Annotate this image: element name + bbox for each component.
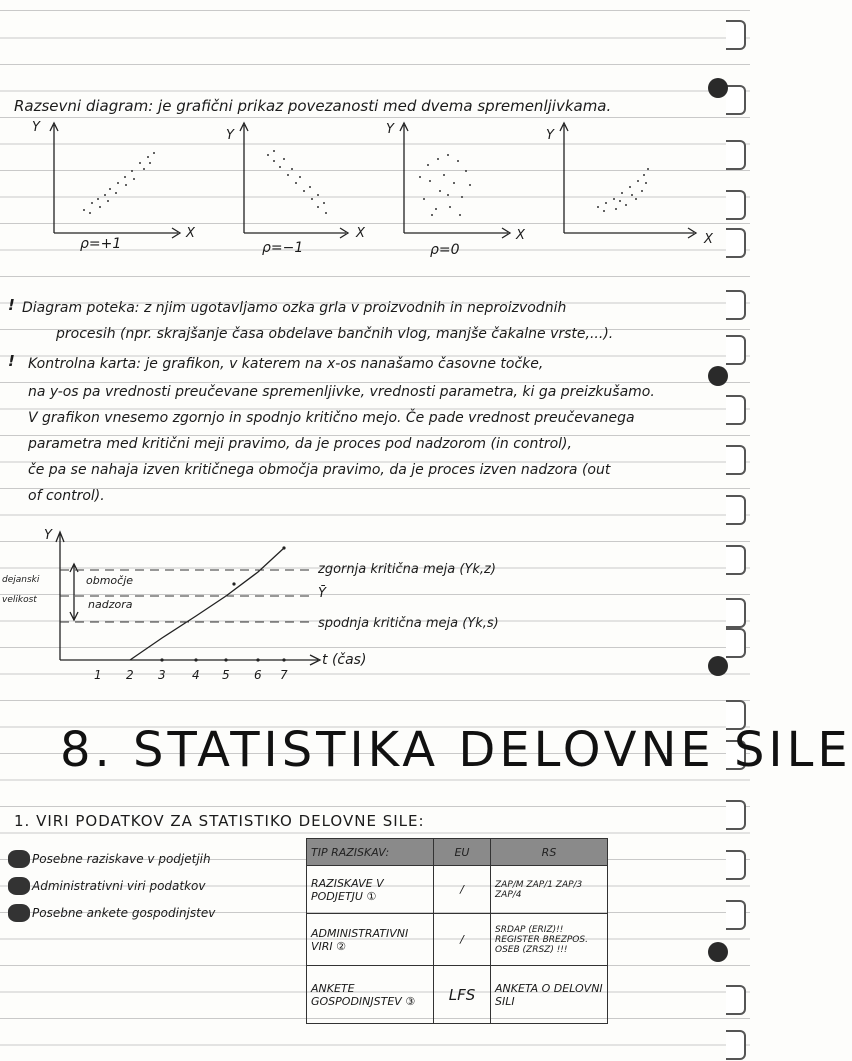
- control-chart: [0, 520, 420, 695]
- control-line-4: parametra med kritični meji pravimo, da je proces pod nadzorom (in control),: [28, 436, 572, 452]
- chart-side-label-1: dejanski: [2, 575, 40, 585]
- lower-limit-label: spodnja kritična meja (Yk,s): [318, 616, 499, 631]
- table-header: RS: [491, 839, 608, 866]
- x-axis-label: X: [186, 226, 195, 241]
- y-axis-label: Y: [226, 128, 234, 143]
- upper-limit-label: zgornja kritična meja (Yk,z): [318, 562, 496, 577]
- table-cell: ADMINISTRATIVNI VIRI ②: [307, 914, 434, 966]
- table-cell: SRDAP (ERIZ)!! REGISTER BREZPOS. OSEB (ZRSZ) !!!: [491, 914, 608, 966]
- x-axis-label: X: [356, 226, 365, 241]
- table-cell: ANKETA O DELOVNI SILI: [491, 966, 608, 1024]
- x-tick: 5: [222, 668, 230, 682]
- punch-hole-icon: [708, 656, 728, 676]
- ring-icon: [726, 628, 746, 658]
- list-item-text: Administrativni viri podatkov: [32, 879, 206, 893]
- exclamation-icon: !: [8, 296, 15, 314]
- list-item-text: Posebne ankete gospodinjstev: [32, 906, 216, 920]
- table-cell: /: [434, 914, 491, 966]
- ring-icon: [726, 1030, 746, 1060]
- x-tick: 6: [254, 668, 262, 682]
- punch-hole-icon: [708, 366, 728, 386]
- sources-list: [8, 848, 215, 929]
- ring-icon: [726, 445, 746, 475]
- bullet-icon: [8, 877, 30, 895]
- ring-icon: [726, 20, 746, 50]
- control-line-6: of control).: [28, 488, 105, 504]
- table-row: [307, 866, 608, 914]
- punch-hole-icon: [708, 78, 728, 98]
- ring-icon: [726, 800, 746, 830]
- section-title: 8. STATISTIKA DELOVNE SILE: [60, 722, 852, 778]
- list-item: [8, 875, 215, 902]
- ring-icon: [726, 290, 746, 320]
- sources-subheading: 1. VIRI PODATKOV ZA STATISTIKO DELOVNE SILE:: [14, 812, 425, 830]
- ring-icon: [726, 335, 746, 365]
- table-cell: ANKETE GOSPODINJSTEV ③: [307, 966, 434, 1024]
- y-axis-label: Y: [386, 122, 394, 137]
- plot-caption: ρ=0: [430, 242, 460, 258]
- chart-side-label-2: velikost: [2, 595, 37, 605]
- ring-icon: [726, 850, 746, 880]
- flow-line-2: procesih (npr. skrajšanje časa obdelave bančnih vlog, manjše čakalne vrste,...).: [56, 326, 614, 342]
- list-item-text: Posebne raziskave v podjetjih: [32, 852, 211, 866]
- scatter-heading: Razsevni diagram: je grafični prikaz povezanosti med dvema spremenljivkama.: [14, 97, 612, 115]
- bullet-icon: [8, 850, 30, 868]
- control-line-5: če pa se nahaja izven kritičnega območja pravimo, da je proces izven nadzora (out: [28, 462, 611, 478]
- chart-y-label: Y: [44, 528, 52, 543]
- plot-caption: ρ=−1: [262, 240, 304, 256]
- list-item: [8, 902, 215, 929]
- sources-table: [306, 838, 608, 1024]
- x-axis-time-label: t (čas): [322, 652, 367, 668]
- plot-caption: ρ=+1: [80, 236, 122, 252]
- y-axis-label: Y: [546, 128, 554, 143]
- ring-icon: [726, 900, 746, 930]
- control-line-2: na y-os pa vrednosti preučevane spremenljivke, vrednosti parametra, ki ga preizkušamo.: [28, 384, 655, 400]
- table-cell: ZAP/M ZAP/1 ZAP/3 ZAP/4: [491, 866, 608, 914]
- x-tick: 2: [126, 668, 134, 682]
- x-axis-label: X: [704, 232, 713, 247]
- ring-icon: [726, 190, 746, 220]
- bullet-icon: [8, 904, 30, 922]
- table-header-row: [307, 839, 608, 866]
- exclamation-icon: !: [8, 352, 15, 370]
- table-cell: LFS: [434, 966, 491, 1024]
- table-header: EU: [434, 839, 491, 866]
- ring-icon: [726, 85, 746, 115]
- ring-icon: [726, 495, 746, 525]
- mean-label: Ȳ: [318, 586, 326, 601]
- x-tick: 7: [280, 668, 288, 682]
- x-tick: 3: [158, 668, 166, 682]
- table-cell: RAZISKAVE V PODJETJU ①: [307, 866, 434, 914]
- x-tick: 4: [192, 668, 200, 682]
- table-row: [307, 914, 608, 966]
- ring-icon: [726, 598, 746, 628]
- ring-icon: [726, 985, 746, 1015]
- flow-line-1: Diagram poteka: z njim ugotavljamo ozka grla v proizvodnih in neproizvodnih: [22, 300, 567, 316]
- ring-icon: [726, 140, 746, 170]
- table-row: [307, 966, 608, 1024]
- region-label-2: nadzora: [88, 598, 133, 611]
- ring-icon: [726, 395, 746, 425]
- table-cell: /: [434, 866, 491, 914]
- x-axis-label: X: [516, 228, 525, 243]
- list-item: [8, 848, 215, 875]
- control-line-1: Kontrolna karta: je grafikon, v katerem na x-os nanašamo časovne točke,: [28, 356, 544, 372]
- ring-icon: [726, 228, 746, 258]
- punch-hole-icon: [708, 942, 728, 962]
- ring-icon: [726, 545, 746, 575]
- binder-rings: [710, 0, 750, 1061]
- y-axis-label: Y: [32, 120, 40, 135]
- table-header: TIP RAZISKAV:: [307, 839, 434, 866]
- region-label-1: območje: [86, 574, 134, 587]
- control-line-3: V grafikon vnesemo zgornjo in spodnjo kritično mejo. Če pade vrednost preučevanega: [28, 410, 635, 426]
- x-tick: 1: [94, 668, 102, 682]
